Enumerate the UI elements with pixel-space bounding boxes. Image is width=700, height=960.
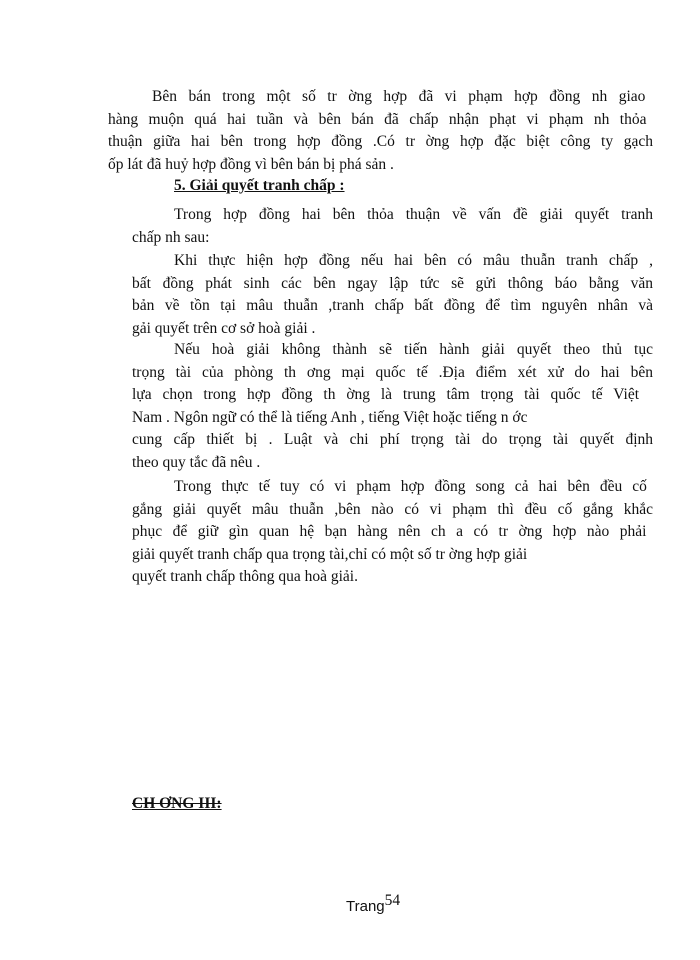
text-line: bất đồng phát sinh các bên ngay lập tức sẽ gửi thông báo bằng văn [132, 274, 653, 292]
text-line: lựa chọn trong hợp đồng th ờng là trung tâm trọng tài quốc tế Việt [132, 386, 640, 403]
text-line: cung cấp thiết bị . Luật và chi phí trọng tài do trọng tài quyết định [132, 431, 653, 448]
text-line: Nam . Ngôn ngữ có thể là tiếng Anh , tiếng Việt hoặc tiếng n ớc [132, 408, 528, 426]
text-line: thuận giữa hai bên trong hợp đồng .Có tr ờng hợp đặc biệt công ty gạch [108, 133, 653, 150]
text-line: Bên bán trong một số tr ờng hợp đã vi phạm hợp đồng nh giao [152, 88, 646, 105]
text-line: Trong thực tế tuy có vi phạm hợp đồng song cả hai bên đều cố [174, 478, 647, 495]
text-line: bản về tồn tại mâu thuẫn ,tranh chấp bất đồng để tìm nguyên nhân và [132, 297, 653, 314]
footer-label: Trang [346, 898, 385, 915]
text-line: ốp lát đã huỷ hợp đồng vì bên bán bị phá sản . [108, 155, 394, 173]
text-line: chấp nh sau: [132, 228, 210, 246]
page-number: 54 [384, 892, 401, 909]
text-line: hàng muộn quá hai tuần và bên bán đã chấp nhận phạt vi phạm nh thỏa [108, 110, 647, 128]
text-line: theo quy tắc đã nêu . [132, 453, 261, 471]
paragraph-dispute-conciliation [132, 250, 653, 340]
text-line: giải quyết tranh chấp qua trọng tài,chỉ có một số tr ờng hợp giải [132, 545, 528, 563]
paragraph-dispute-intro [132, 204, 653, 249]
page-footer [346, 892, 401, 916]
paragraph-seller-violations [108, 86, 653, 176]
text-line: trọng tài của phòng th ơng mại quốc tế .Địa điểm xét xử do hai bên [132, 363, 653, 381]
text-line: gắng giải quyết mâu thuẫn ,bên nào có vi phạm thì đều cố gắng khắc [132, 500, 653, 518]
chapter-heading: CH ƠNG III: [132, 795, 222, 812]
section-heading: 5. Giải quyết tranh chấp : [174, 177, 345, 194]
text-line: gải quyết trên cơ sở hoà giải . [132, 319, 316, 337]
text-line: Nếu hoà giải không thành sẽ tiến hành giải quyết theo thủ tục [174, 341, 653, 358]
text-line: phục để giữ gìn quan hệ bạn hàng nên ch a có tr ờng hợp nào phải [132, 523, 647, 540]
paragraph-dispute-practice [132, 476, 653, 589]
paragraph-dispute-arbitration [132, 339, 653, 474]
text-line: Khi thực hiện hợp đồng nếu hai bên có mâu thuẫn tranh chấp , [174, 252, 653, 269]
text-line: Trong hợp đồng hai bên thỏa thuận về vấn đề giải quyết tranh [174, 206, 653, 223]
text-line: quyết tranh chấp thông qua hoà giải. [132, 568, 358, 585]
